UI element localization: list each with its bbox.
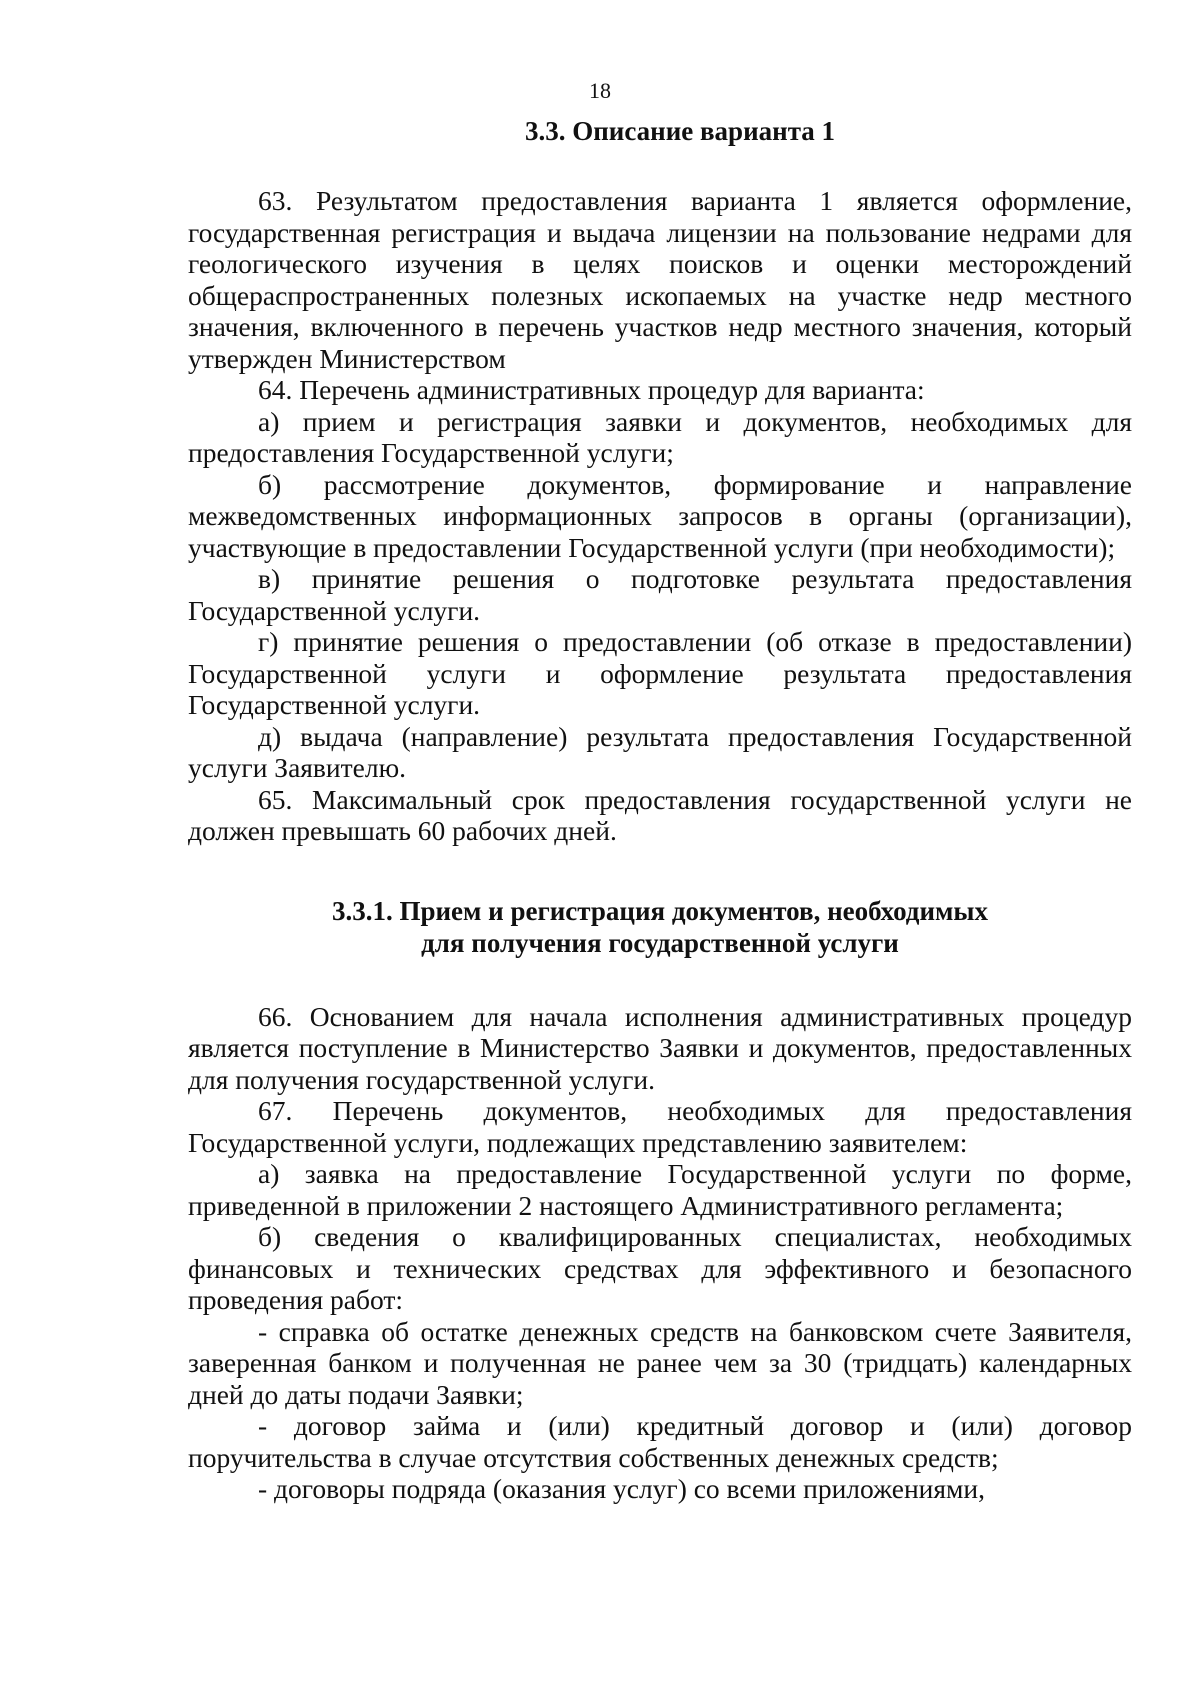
section-heading: 3.3. Описание варианта 1 (524, 116, 836, 146)
list-item-d: д) выдача (направление) результата предоставления Государственной услуги Заявителю. (188, 720, 1132, 783)
list-item-v: в) принятие решения о подготовке результата предоставления Государственной услуги. (188, 563, 1132, 626)
doc-list-item-b: б) сведения о квалифицированных специалистах, необходимых финансовых и технических средствах для эффективного и безопасного проведения работ: (188, 1221, 1132, 1315)
paragraph-67: 67. Перечень документов, необходимых для предоставления Государственной услуги, подлежащих представлению заявителем: (188, 1095, 1132, 1158)
paragraph-63: 63. Результатом предоставления варианта 1 является оформление, государственная регистрация и выдача лицензии на пользование недрами для геологического изучения в целях поисков и оценки месторождений общераспространенных полезных ископаемых на участке недр местного значения, включенного в перечень участков недр местного значения, который утвержден Министерством (188, 185, 1132, 374)
paragraph-65: 65. Максимальный срок предоставления государственной услуги не должен превышать 60 рабочих дней. (188, 783, 1132, 846)
page-number: 18 (589, 78, 611, 103)
subsection-heading-line-1: 3.3.1. Прием и регистрация документов, необходимых (331, 895, 988, 926)
paragraph-66: 66. Основанием для начала исполнения административных процедур является поступление в Министерство Заявки и документов, предоставленных для получения государственной услуги. (188, 1000, 1132, 1095)
paragraph-64: 64. Перечень административных процедур для варианта: (258, 374, 925, 405)
dash-item-bank-statement: - справка об остатке денежных средств на банковском счете Заявителя, заверенная банком и полученная не ранее чем за 30 (тридцать) календарных дней до даты подачи Заявки; (188, 1315, 1132, 1410)
dash-item-contracts: - договоры подряда (оказания услуг) со всеми приложениями, (258, 1473, 986, 1504)
list-item-g: г) принятие решения о предоставлении (об отказе в предоставлении) Государственной услуги и оформление результата предоставления Государственной услуги. (188, 626, 1132, 720)
document-body (188, 115, 1132, 1505)
subsection-heading (188, 895, 1132, 959)
list-item-a: а) прием и регистрация заявки и документов, необходимых для предоставления Государственной услуги; (188, 405, 1132, 468)
subsection-heading-line-2: для получения государственной услуги (421, 927, 899, 958)
doc-list-item-a: а) заявка на предоставление Государственной услуги по форме, приведенной в приложении 2 настоящего Административного регламента; (188, 1158, 1132, 1221)
dash-item-loan-agreement: - договор займа и (или) кредитный договор и (или) договор поручительства в случае отсутствия собственных денежных средств; (188, 1410, 1132, 1473)
list-item-b: б) рассмотрение документов, формирование и направление межведомственных информационных запросов в органы (организации), участвующие в предоставлении Государственной услуги (при необходимости); (188, 468, 1132, 563)
